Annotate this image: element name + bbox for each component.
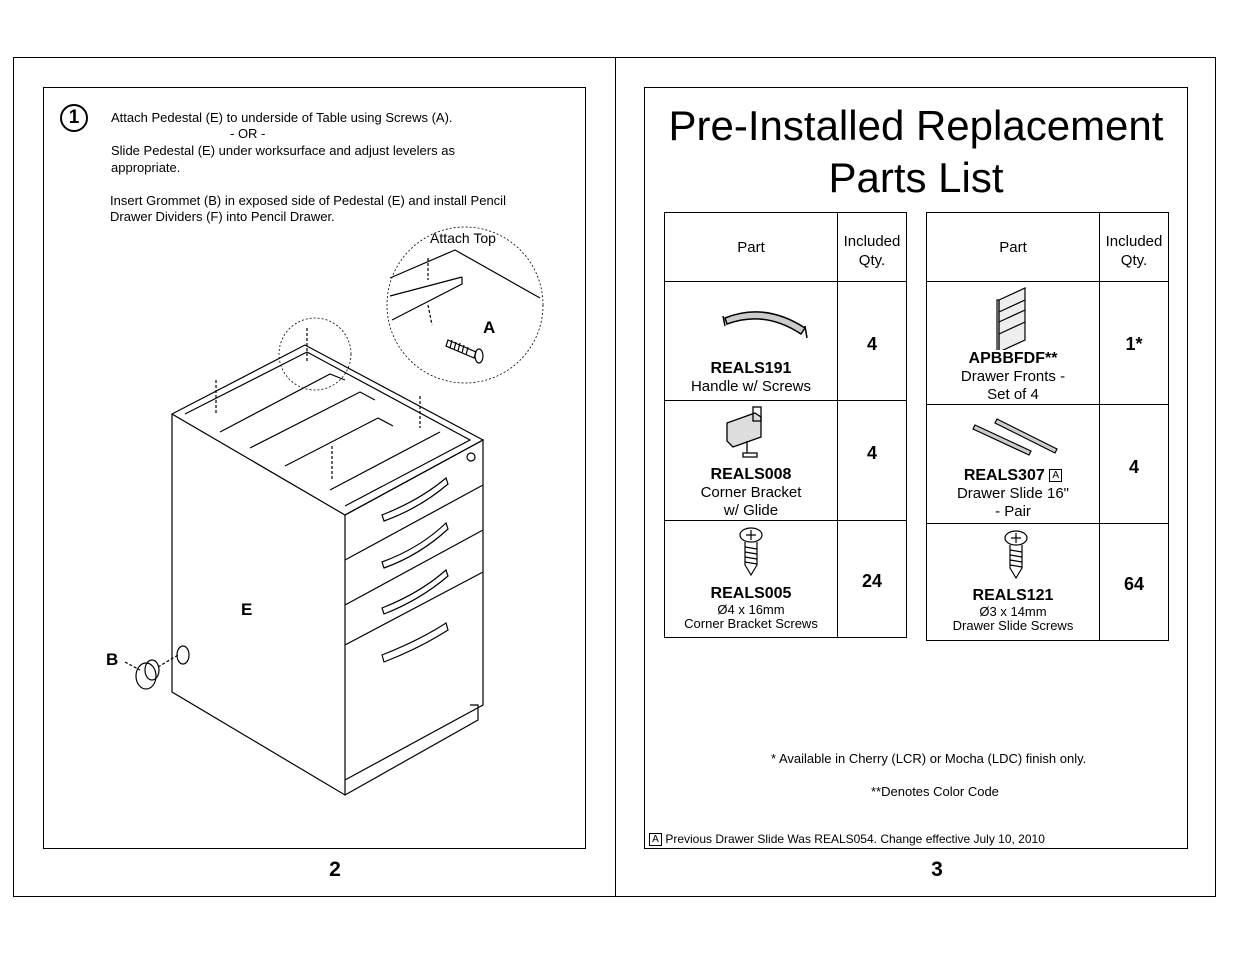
footnote-color-code: **Denotes Color Code <box>871 784 999 799</box>
part-code: REALS307 A <box>927 467 1099 485</box>
step-number: 1 <box>60 104 88 132</box>
qty-cell: 64 <box>1100 524 1169 641</box>
corner-bracket-icon <box>665 401 837 463</box>
page-divider <box>615 57 616 897</box>
qty-cell: 4 <box>838 282 907 401</box>
title-line-1: Pre-Installed Replacement <box>668 102 1164 149</box>
part-description-2: w/ Glide <box>723 502 779 519</box>
instruction-line-4: Insert Grommet (B) in exposed side of Pedestal (E) and install Pencil <box>110 193 506 208</box>
instruction-or: - OR - <box>230 126 266 141</box>
part-description: Drawer Slide 16" <box>956 485 1070 502</box>
part-description: Ø3 x 14mm <box>979 604 1047 619</box>
part-code: REALS121 <box>972 587 1054 604</box>
label-a: A <box>483 318 496 337</box>
parts-table-right <box>926 212 1169 641</box>
instruction-line-3: appropriate. <box>111 160 181 175</box>
qty-cell: 1* <box>1100 282 1169 405</box>
part-description: Handle w/ Screws <box>690 378 812 395</box>
table-row <box>927 405 1169 524</box>
part-code: REALS008 <box>710 466 792 483</box>
part-cell <box>665 521 838 638</box>
part-description-2: Corner Bracket Screws <box>684 616 818 631</box>
title-line-2: Parts List <box>828 154 1004 201</box>
screw-icon <box>927 524 1099 582</box>
part-cell <box>665 282 838 401</box>
header-qty: Included Qty. <box>838 213 907 282</box>
part-description-2: Set of 4 <box>987 386 1039 403</box>
footnote-finish: * Available in Cherry (LCR) or Mocha (LDC) finish only. <box>771 751 1087 766</box>
instruction-line-2: Slide Pedestal (E) under worksurface and adjust levelers as <box>111 143 455 158</box>
label-e: E <box>241 600 253 619</box>
part-code: APBBFDF** <box>968 350 1058 367</box>
part-description: Corner Bracket <box>700 484 802 501</box>
page-number-left: 2 <box>329 858 341 881</box>
instruction-line-1: Attach Pedestal (E) to underside of Table using Screws (A). <box>111 110 453 125</box>
instruction-line-5: Drawer Dividers (F) into Pencil Drawer. <box>110 209 335 224</box>
drawer-fronts-icon <box>927 282 1099 350</box>
change-note-text: Previous Drawer Slide Was REALS054. Change effective July 10, 2010 <box>665 832 1045 846</box>
revision-badge: A <box>649 833 662 846</box>
qty-cell: 4 <box>838 401 907 521</box>
screw-icon <box>665 521 837 579</box>
header-part: Part <box>927 213 1100 282</box>
handle-icon <box>665 282 837 352</box>
change-note <box>649 832 1045 846</box>
part-cell <box>927 282 1100 405</box>
header-qty: Included Qty. <box>1100 213 1169 282</box>
part-cell <box>927 405 1100 524</box>
table-row <box>665 282 907 401</box>
page-title <box>645 100 1187 204</box>
parts-table-left <box>664 212 907 638</box>
page-number-right: 3 <box>931 858 943 881</box>
part-description-2: Drawer Slide Screws <box>952 618 1074 633</box>
part-code: REALS191 <box>710 360 792 377</box>
table-row <box>665 521 907 638</box>
callout-title: Attach Top <box>430 230 496 246</box>
qty-cell: 4 <box>1100 405 1169 524</box>
part-description: Ø4 x 16mm <box>717 602 785 617</box>
part-cell <box>665 401 838 521</box>
drawer-slide-icon <box>927 405 1099 465</box>
table-row <box>665 401 907 521</box>
label-b: B <box>106 650 119 669</box>
part-cell <box>927 524 1100 641</box>
part-code: REALS005 <box>710 585 792 602</box>
revision-badge: A <box>1049 469 1062 482</box>
qty-cell: 24 <box>838 521 907 638</box>
table-row <box>927 524 1169 641</box>
header-part: Part <box>665 213 838 282</box>
pedestal-assembly-diagram <box>0 0 615 900</box>
table-row <box>927 282 1169 405</box>
part-description-2: - Pair <box>995 503 1031 520</box>
part-description: Drawer Fronts - <box>960 368 1066 385</box>
